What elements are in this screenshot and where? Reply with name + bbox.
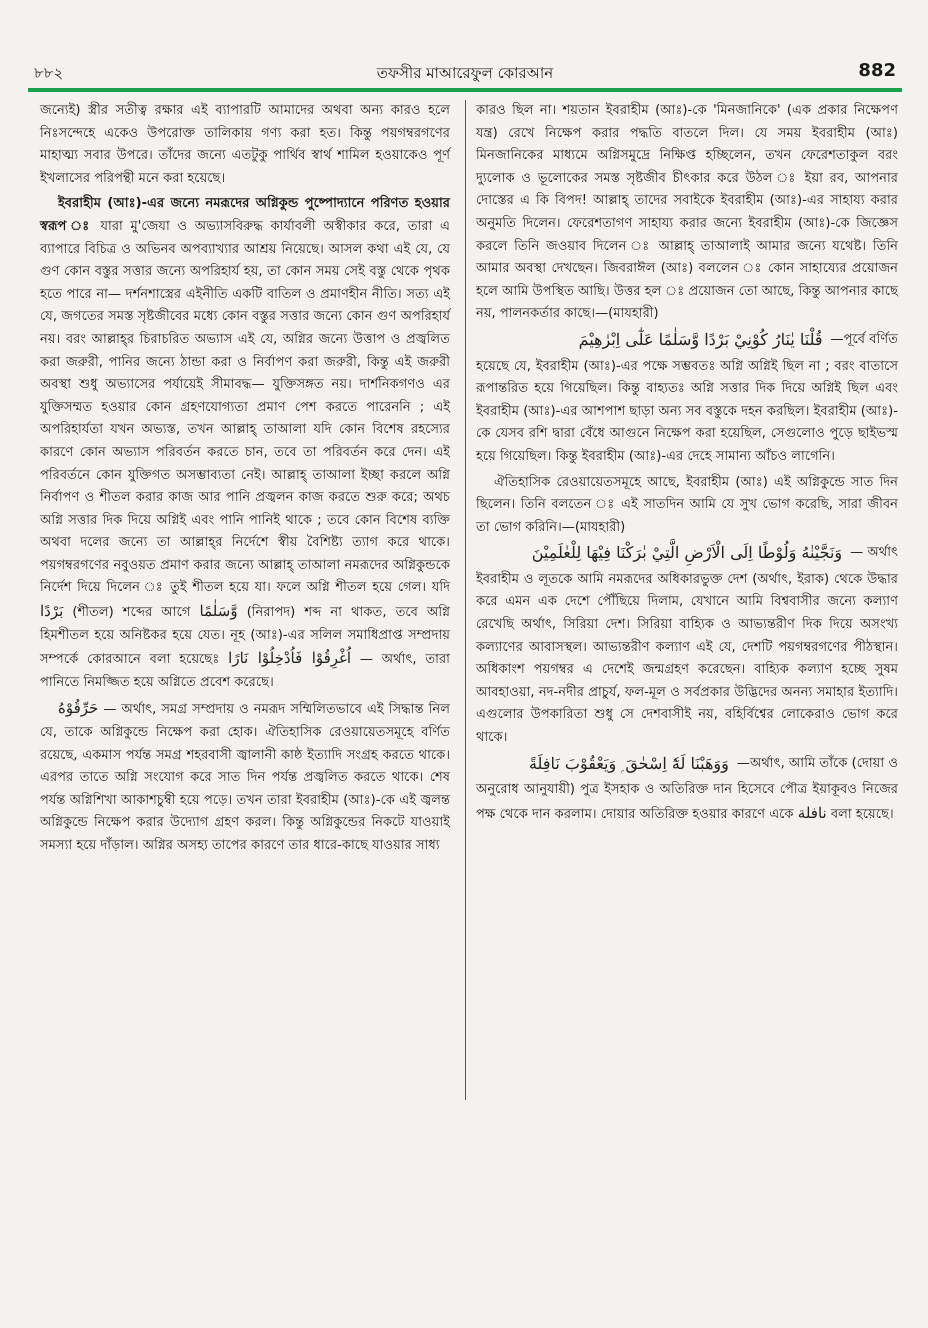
arabic-verse: قُلْنَا يٰنَارُ كُوْنِيْ بَرْدًا وَّسَلٰمًا عَلٰٓى اِبْرٰهِيْمَ: [578, 329, 823, 349]
paragraph: কারও ছিল না। শয়তান ইবরাহীম (আঃ)-কে 'মিনজানিকে' (এক প্রকার নিক্ষেপণ যন্ত্র) রেখে নিক্ষেপ করার পদ্ধতি বাতলে দিল। যে সময় ইবরাহীম (আঃ) মিনজানিকের মাধ্যমে অগ্নিসমুদ্রে নিক্ষিপ্ত হচ্ছিলেন, তখন ফেরেশতাকুল বরং দ্যুলোক ও ভূলোকের সমস্ত সৃষ্টজীব চীৎকার করে উঠল ঃ ইয়া রব, আপনার দোস্তের এ কি বিপদ! আল্লাহ্ তাদের সবাইকে ইবরাহীম (আঃ)-এর সাহায্য করার অনুমতি দিলেন। ফেরেশতাগণ সাহায্য করার জন্যে ইবরাহীম (আঃ)-কে জিজ্ঞেস করলে তিনি জওয়াব দিলেন ঃ আল্লাহ্ তাআলাই আমার জন্যে যথেষ্ট। তিনি আমার অবস্থা দেখছেন। জিবরাঈল (আঃ) বললেন ঃ কোন সাহায্যের প্রয়োজন হলে আমি উপস্থিত আছি। উত্তর হল ঃ প্রয়োজন তো আছে, কিন্তু আপনার কাছে নয়, পালনকর্তার কাছে।—(মাযহারী): [476, 103, 898, 322]
arabic-verse: وَوَهَبْنَا لَهٗٓ اِسْحٰقَ ۭ وَيَعْقُوْبَ نَافِلَةً: [528, 753, 729, 773]
section-heading: ইবরাহীম (আঃ)-এর জন্যে নমরূদের অগ্নিকুন্ড পুষ্পোদ্যানে পরিণত হওয়ার স্বরূপ ঃ: [40, 196, 450, 234]
verse-line: وَوَهَبْنَا لَهٗٓ اِسْحٰقَ ۭ وَيَعْقُوْبَ نَافِلَةً —অর্থাৎ, আমি তাঁকে (দোয়া ও: [476, 753, 898, 776]
paragraph: জন্যেই) স্ত্রীর সতীত্ব রক্ষার এই ব্যাপারটি আমাদের অথবা অন্য কারও হলে নিঃসন্দেহে একেও উপরোক্ত তালিকায় গণ্য করা হত। কিন্তু পয়গম্বরগণের মাহাত্ম্য সবার উপরে। তাঁদের জন্যে এতটুকু পার্থিব স্বার্থ শামিল হওয়াকেও পূর্ণ ইখলাসের পরিপন্থী মনে করা হয়েছে।: [40, 103, 450, 186]
right-column: [476, 100, 898, 829]
paragraph: ইবরাহীম (আঃ)-এর জন্যে নমরূদের অগ্নিকুন্ড পুষ্পোদ্যানে পরিণত হওয়ার স্বরূপ ঃ যারা মু'জেযা ও অভ্যাসবিরুদ্ধ কার্যাবলী অস্বীকার করে, তারা এ ব্যাপারে বিচিত্র ও অভিনব অপব্যাখ্যার আশ্রয় নিয়েছে। আসল কথা এই যে, যে গুণ কোন বস্তুর সত্তার জন্যে অপরিহার্য হয়, তা কোন সময় সেই বস্তু থেকে পৃথক হতে পারে না— দর্শনশাস্ত্রের এইনীতি একটি বাতিল ও প্রমাণহীন নীতি। সত্য এই যে, জগতের সমস্ত সৃষ্টজীবের মধ্যে কোন বস্তুর সত্তার জন্যে কোন গুণ অপরিহার্য নয়। বরং আল্লাহ্‌র চিরাচরিত অভ্যাস এই যে, অগ্নির জন্যে উত্তাপ ও প্রজ্বলিত করা জরুরী, পানির জন্যে ঠান্ডা করা ও নির্বাপণ করা জরুরী, কিন্তু এই জরুরী অবস্থা শুধু অভ্যাসের পর্যায়েই সীমাবদ্ধ— যুক্তিসঙ্গত নয়। দার্শনিকগণও এর যুক্তিসম্মত হওয়ার কোন গ্রহণযোগ্যতা প্রমাণ পেশ করতে পারেননি ; এই অপরিহার্যতা যখন অভ্যস্ত, তখন আল্লাহ্ তাআলা যদি কোন বিশেষ রহস্যের কারণে কোন অভ্যাস পরিবর্তন করতে চান, তবে তা পরিবর্তন করে দেন। এই পরিবর্তনে কোন যুক্তিগত অসম্ভাব্যতা নেই। আল্লাহ্ তাআলা ইচ্ছা করলে অগ্নি নির্বাপণ ও শীতল করার কাজ আর পানি প্রজ্বলন কাজ করতে শুরু করে; অথচ অগ্নি সত্তার দিক দিয়ে অগ্নিই এবং পানি পানিই থাকে ; তবে কোন বিশেষ ব্যক্তি অথবা দলের জন্যে তা আল্লাহ্‌র নির্দেশে স্বীয় বৈশিষ্ট্য ত্যাগ করে থাকে। পয়গম্বরগণের নবুওয়ত প্রমাণ করার জন্যে আল্লাহ্ তাআলা নমরূদের অগ্নিকুন্ডকে নির্দেশ দিয়ে দিলেন ঃ তুই শীতল হয়ে যা। ফলে অগ্নি শীতল হয়ে গেল। যদি بَرْدًا (শীতল) শব্দের আগে وَّسَلٰمًا (নিরাপদ) শব্দ না থাকত, তবে অগ্নি হিমশীতল হয়ে অনিষ্টকর হয়ে যেত। নূহ (আঃ)-এর সলিল সমাধিপ্রাপ্ত সম্প্রদায় সম্পর্কে কোরআনে বলা হয়েছেঃ اُغْرِقُوْا فَاُدْخِلُوْا نَارًا — অর্থাৎ, তারা পানিতে নিমজ্জিত হয়ে অগ্নিতে প্রবেশ করেছে।: [40, 196, 451, 690]
verse-line: قُلْنَا يٰنَارُ كُوْنِيْ بَرْدًا وَّسَلٰمًا عَلٰٓى اِبْرٰهِيْمَ —পূর্বে বর্ণিত: [476, 329, 898, 352]
page-number-latin: 882: [858, 60, 896, 81]
arabic-verse: اُغْرِقُوْا فَاُدْخِلُوْا نَارًا: [228, 649, 352, 668]
paragraph: حَرِّقُوْهُ — অর্থাৎ, সমগ্র সম্প্রদায় ও নমরূদ সম্মিলিতভাবে এই সিদ্ধান্ত নিল যে, তাকে অগ্নিকুন্ডে নিক্ষেপ করা হোক। ঐতিহাসিক রেওয়ায়েতসমূহে বর্ণিত রয়েছে, একমাস পর্যন্ত সমগ্র শহরবাসী জ্বালানী কাষ্ঠ ইত্যাদি সংগ্রহ করতে থাকে। এরপর তাতে অগ্নি সংযোগ করে সাত দিন পর্যন্ত প্রজ্বলিত করতে থাকে। শেষ পর্যন্ত অগ্নিশিখা আকাশচুম্বী হয়ে পড়ে। তখন তারা ইবরাহীম (আঃ)-কে এই জ্বলন্ত অগ্নিকুন্ডে নিক্ষেপ করার উদ্যোগ গ্রহণ করল। কিন্তু অগ্নিকুন্ডের নিকটে যাওয়াই সমস্যা হয়ে দাঁড়াল। অগ্নির অসহ্য তাপের কারণে তার ধারে-কাছে যাওয়ার সাধ্য: [40, 699, 450, 853]
arabic-term: بَرْدًا: [40, 602, 64, 621]
arabic-term: نافلة: [797, 803, 827, 822]
arabic-term: حَرِّقُوْهُ: [58, 699, 99, 718]
paragraph: ইবরাহীম ও লূতকে আমি নমরূদের অধিকারভুক্ত দেশ (অর্থাৎ, ইরাক) থেকে উদ্ধার করে এমন এক দেশে পৌঁছিয়ে দিলাম, যেখানে আমি বিশ্ববাসীর জন্যে কল্যাণ রেখেছি অর্থাৎ, সিরিয়া দেশ। সিরিয়া বাহ্যিক ও আভ্যন্তরীণ দিক দিয়ে অসংখ্য কল্যাণের আবাসস্থল। আভ্যন্তরীণ কল্যাণ এই যে, দেশটি পয়গম্বরগণের পীঠস্থান। অধিকাংশ পয়গম্বর এ দেশেই জন্মগ্রহণ করেছেন। বাহ্যিক কল্যাণ হচ্ছে সুষম আবহাওয়া, নদ-নদীর প্রাচুর্য, ফল-মূল ও সর্বপ্রকার উদ্ভিদের অনন্য সমাহার ইত্যাদি। এগুলোর উপকারিতা শুধু সে দেশবাসীই নয়, বহির্বিশ্বের লোকেরাও ভোগ করে থাকে।: [476, 571, 898, 746]
arabic-term: وَّسَلٰمًا: [199, 602, 238, 621]
page-number-bengali: ৮৮২: [34, 64, 64, 82]
paragraph: ঐতিহাসিক রেওয়ায়েতসমূহে আছে, ইবরাহীম (আঃ) এই অগ্নিকুন্ডে সাত দিন ছিলেন। তিনি বলতেন ঃ এই সাতদিন আমি যে সুখ ভোগ করেছি, সারা জীবন তা ভোগ করিনি।—(মাযহারী): [476, 474, 898, 535]
running-title: তফসীর মাআরেফুল কোরআন: [376, 64, 554, 82]
header-rule: [28, 88, 902, 92]
paragraph: হয়েছে যে, ইবরাহীম (আঃ)-এর পক্ষে সম্ভবতঃ অগ্নি অগ্নিই ছিল না ; বরং বাতাসে রূপান্তরিত হয়ে গিয়েছিল। কিন্তু বাহ্যতঃ অগ্নি সত্তার দিক দিয়ে অগ্নিই ছিল এবং ইবরাহীম (আঃ)-এর আশপাশ ছাড়া অন্য সব বস্তুকে দহন করছিল। ইবরাহীম (আঃ)-কে যেসব রশি দ্বারা বেঁধে আগুনে নিক্ষেপ করা হয়েছিল, সেগুলোও পুড়ে ছাইভস্ম হয়ে গিয়েছিল। কিন্তু ইবরাহীম (আঃ)-এর দেহে সামান্য আঁচও লাগেনি।: [476, 358, 898, 464]
column-divider: [465, 100, 466, 1100]
paragraph: অনুরোধ আনুযায়ী) পুত্র ইসহাক ও অতিরিক্ত দান হিসেবে পৌত্র ইয়াকূবও নিজের পক্ষ থেকে দান করলাম। দোয়ার অতিরিক্ত হওয়ার কারণে একে نافلة বলা হয়েছে।: [476, 782, 898, 822]
arabic-verse: وَنَجَّيْنٰهُ وَلُوْطًا اِلَى الْاَرْضِ الَّتِيْ بٰرَكْنَا فِيْهَا لِلْعٰلَمِيْنَ: [531, 543, 843, 563]
verse-line: وَنَجَّيْنٰهُ وَلُوْطًا اِلَى الْاَرْضِ الَّتِيْ بٰرَكْنَا فِيْهَا لِلْعٰلَمِيْنَ — অর্থাৎ: [476, 542, 898, 565]
left-column: [40, 100, 450, 861]
running-header: [30, 60, 900, 88]
